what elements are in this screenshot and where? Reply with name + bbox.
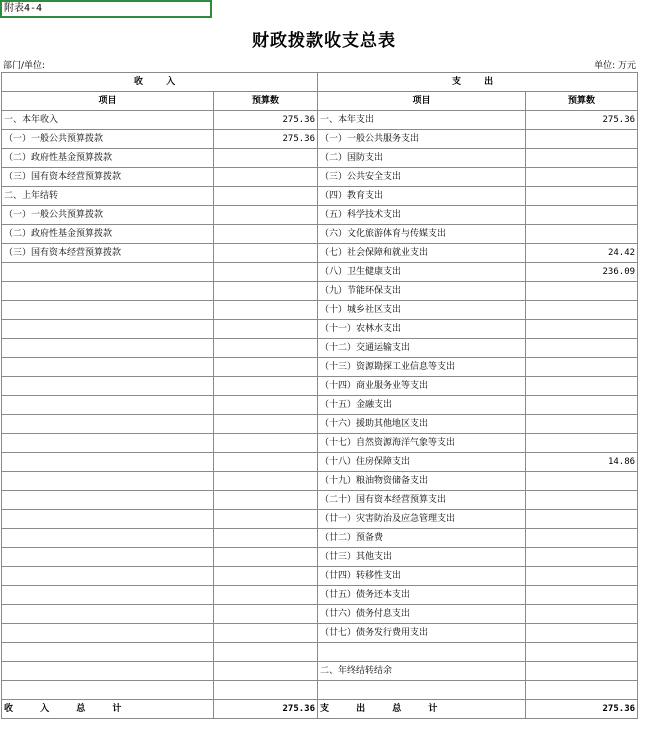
income-item-cell[interactable]: （三）国有资本经营预算拨款 xyxy=(2,244,214,263)
expense-value-cell[interactable] xyxy=(526,377,638,396)
total-income-value[interactable]: 275.36 xyxy=(214,700,318,719)
unit-label: 单位: 万元 xyxy=(594,61,636,71)
expense-section-header[interactable]: 支 出 xyxy=(318,73,638,92)
income-item-cell[interactable] xyxy=(2,567,214,586)
income-item-cell[interactable] xyxy=(2,396,214,415)
section-header-row xyxy=(2,73,638,92)
income-value-cell[interactable] xyxy=(214,643,318,662)
expense-budget-header[interactable]: 预算数 xyxy=(526,92,638,111)
total-expense-value[interactable]: 275.36 xyxy=(526,700,638,719)
income-value-cell[interactable] xyxy=(214,434,318,453)
table-row xyxy=(2,187,638,206)
income-value-cell[interactable] xyxy=(214,415,318,434)
income-item-cell[interactable] xyxy=(2,282,214,301)
income-value-cell[interactable] xyxy=(214,453,318,472)
income-item-cell[interactable] xyxy=(2,624,214,643)
expense-value-cell[interactable] xyxy=(526,643,638,662)
table-row xyxy=(2,358,638,377)
income-item-cell[interactable] xyxy=(2,453,214,472)
income-value-cell[interactable] xyxy=(214,149,318,168)
income-item-header[interactable]: 项目 xyxy=(2,92,214,111)
income-value-cell[interactable] xyxy=(214,586,318,605)
income-value-cell[interactable]: 275.36 xyxy=(214,111,318,130)
income-item-cell[interactable]: （二）政府性基金预算拨款 xyxy=(2,149,214,168)
income-item-cell[interactable] xyxy=(2,415,214,434)
income-value-cell[interactable] xyxy=(214,320,318,339)
expense-value-cell[interactable] xyxy=(526,529,638,548)
expense-item-cell[interactable]: （廿三）其他支出 xyxy=(318,548,526,567)
expense-value-cell[interactable] xyxy=(526,434,638,453)
income-value-cell[interactable] xyxy=(214,548,318,567)
income-value-cell[interactable] xyxy=(214,206,318,225)
expense-value-cell[interactable] xyxy=(526,149,638,168)
expense-item-cell[interactable]: （十七）自然资源海洋气象等支出 xyxy=(318,434,526,453)
expense-item-header[interactable]: 项目 xyxy=(318,92,526,111)
expense-value-cell[interactable] xyxy=(526,681,638,700)
expense-item-cell[interactable]: （廿六）债务付息支出 xyxy=(318,605,526,624)
table-row xyxy=(2,377,638,396)
income-value-cell[interactable] xyxy=(214,529,318,548)
table-row xyxy=(2,301,638,320)
expense-value-cell[interactable] xyxy=(526,168,638,187)
table-row xyxy=(2,339,638,358)
income-value-cell[interactable] xyxy=(214,187,318,206)
income-item-cell[interactable] xyxy=(2,491,214,510)
expense-item-cell[interactable]: （六）文化旅游体育与传媒支出 xyxy=(318,225,526,244)
income-item-cell[interactable] xyxy=(2,339,214,358)
table-row xyxy=(2,472,638,491)
expense-value-cell[interactable] xyxy=(526,415,638,434)
income-item-cell[interactable] xyxy=(2,643,214,662)
expense-value-cell[interactable] xyxy=(526,472,638,491)
expense-item-cell[interactable]: （十四）商业服务业等支出 xyxy=(318,377,526,396)
table-row xyxy=(2,567,638,586)
expense-item-cell[interactable]: （廿一）灾害防治及应急管理支出 xyxy=(318,510,526,529)
expense-item-cell[interactable]: （四）教育支出 xyxy=(318,187,526,206)
table-row xyxy=(2,415,638,434)
income-value-cell[interactable] xyxy=(214,491,318,510)
total-row xyxy=(2,700,638,719)
expense-item-cell[interactable]: （十八）住房保障支出 xyxy=(318,453,526,472)
expense-item-cell[interactable]: 二、年终结转结余 xyxy=(318,662,526,681)
income-item-cell[interactable]: （一）一般公共预算拨款 xyxy=(2,130,214,149)
budget-table xyxy=(1,72,638,719)
income-value-cell[interactable] xyxy=(214,567,318,586)
expense-value-cell[interactable] xyxy=(526,187,638,206)
income-item-cell[interactable] xyxy=(2,662,214,681)
table-row xyxy=(2,529,638,548)
expense-item-cell[interactable]: （八）卫生健康支出 xyxy=(318,263,526,282)
expense-item-cell[interactable]: （十一）农林水支出 xyxy=(318,320,526,339)
expense-value-cell[interactable] xyxy=(526,358,638,377)
expense-item-cell[interactable]: （五）科学技术支出 xyxy=(318,206,526,225)
income-item-cell[interactable] xyxy=(2,529,214,548)
table-row xyxy=(2,681,638,700)
expense-item-cell[interactable]: （二）国防支出 xyxy=(318,149,526,168)
expense-value-cell[interactable] xyxy=(526,624,638,643)
income-item-cell[interactable]: （二）政府性基金预算拨款 xyxy=(2,225,214,244)
income-value-cell[interactable] xyxy=(214,168,318,187)
expense-value-cell[interactable] xyxy=(526,301,638,320)
expense-item-cell[interactable]: （十五）金融支出 xyxy=(318,396,526,415)
income-value-cell[interactable] xyxy=(214,282,318,301)
expense-item-cell[interactable]: （十二）交通运输支出 xyxy=(318,339,526,358)
table-row xyxy=(2,282,638,301)
income-item-cell[interactable]: （一）一般公共预算拨款 xyxy=(2,206,214,225)
table-row xyxy=(2,624,638,643)
income-item-cell[interactable] xyxy=(2,605,214,624)
total-expense-label[interactable]: 支 出 总 计 xyxy=(318,700,526,719)
column-header-row xyxy=(2,92,638,111)
income-value-cell[interactable] xyxy=(214,301,318,320)
expense-value-cell[interactable] xyxy=(526,605,638,624)
table-row xyxy=(2,491,638,510)
expense-value-cell[interactable] xyxy=(526,586,638,605)
expense-item-cell[interactable]: （十三）资源勘探工业信息等支出 xyxy=(318,358,526,377)
expense-item-cell[interactable]: 一、本年支出 xyxy=(318,111,526,130)
expense-value-cell[interactable] xyxy=(526,320,638,339)
table-row xyxy=(2,225,638,244)
table-row xyxy=(2,605,638,624)
expense-item-cell[interactable] xyxy=(318,681,526,700)
income-item-cell[interactable]: （三）国有资本经营预算拨款 xyxy=(2,168,214,187)
table-row xyxy=(2,168,638,187)
table-row xyxy=(2,320,638,339)
expense-item-cell[interactable] xyxy=(318,643,526,662)
expense-value-cell[interactable] xyxy=(526,548,638,567)
table-row xyxy=(2,434,638,453)
income-item-cell[interactable] xyxy=(2,263,214,282)
table-row xyxy=(2,586,638,605)
page-title: 财政拨款收支总表 xyxy=(252,31,396,51)
table-row xyxy=(2,662,638,681)
table-row xyxy=(2,396,638,415)
income-item-cell[interactable]: 一、本年收入 xyxy=(2,111,214,130)
table-row xyxy=(2,643,638,662)
expense-value-cell[interactable] xyxy=(526,282,638,301)
income-item-cell[interactable] xyxy=(2,472,214,491)
table-row xyxy=(2,111,638,130)
expense-item-cell[interactable]: （廿七）债务发行费用支出 xyxy=(318,624,526,643)
expense-item-cell[interactable]: （三）公共安全支出 xyxy=(318,168,526,187)
table-row xyxy=(2,453,638,472)
expense-item-cell[interactable]: （十）城乡社区支出 xyxy=(318,301,526,320)
expense-value-cell[interactable] xyxy=(526,225,638,244)
expense-item-cell[interactable]: （廿五）债务还本支出 xyxy=(318,586,526,605)
income-value-cell[interactable] xyxy=(214,624,318,643)
income-value-cell[interactable] xyxy=(214,662,318,681)
income-item-cell[interactable] xyxy=(2,510,214,529)
department-label: 部门/单位: xyxy=(3,61,46,71)
expense-value-cell[interactable] xyxy=(526,130,638,149)
income-value-cell[interactable] xyxy=(214,263,318,282)
expense-value-cell[interactable] xyxy=(526,206,638,225)
expense-item-cell[interactable]: （十六）援助其他地区支出 xyxy=(318,415,526,434)
expense-value-cell[interactable] xyxy=(526,396,638,415)
income-item-cell[interactable] xyxy=(2,320,214,339)
income-item-cell[interactable] xyxy=(2,548,214,567)
table-row xyxy=(2,206,638,225)
expense-value-cell[interactable]: 24.42 xyxy=(526,244,638,263)
income-item-cell[interactable] xyxy=(2,434,214,453)
income-item-cell[interactable] xyxy=(2,681,214,700)
expense-item-cell[interactable]: （一）一般公共服务支出 xyxy=(318,130,526,149)
income-value-cell[interactable] xyxy=(214,681,318,700)
expense-value-cell[interactable] xyxy=(526,662,638,681)
income-value-cell[interactable] xyxy=(214,225,318,244)
expense-item-cell[interactable]: （十九）粮油物资储备支出 xyxy=(318,472,526,491)
expense-value-cell[interactable]: 236.09 xyxy=(526,263,638,282)
expense-value-cell[interactable] xyxy=(526,567,638,586)
expense-value-cell[interactable] xyxy=(526,339,638,358)
expense-value-cell[interactable] xyxy=(526,510,638,529)
income-value-cell[interactable] xyxy=(214,510,318,529)
table-row xyxy=(2,130,638,149)
income-value-cell[interactable] xyxy=(214,358,318,377)
expense-item-cell[interactable]: （七）社会保障和就业支出 xyxy=(318,244,526,263)
income-value-cell[interactable] xyxy=(214,605,318,624)
table-row xyxy=(2,263,638,282)
expense-item-cell[interactable]: （廿四）转移性支出 xyxy=(318,567,526,586)
income-value-cell[interactable] xyxy=(214,244,318,263)
income-item-cell[interactable] xyxy=(2,301,214,320)
table-row xyxy=(2,510,638,529)
income-value-cell[interactable]: 275.36 xyxy=(214,130,318,149)
expense-value-cell[interactable]: 14.86 xyxy=(526,453,638,472)
expense-item-cell[interactable]: （二十）国有资本经营预算支出 xyxy=(318,491,526,510)
expense-value-cell[interactable]: 275.36 xyxy=(526,111,638,130)
income-value-cell[interactable] xyxy=(214,377,318,396)
income-item-cell[interactable]: 二、上年结转 xyxy=(2,187,214,206)
income-item-cell[interactable] xyxy=(2,358,214,377)
income-value-cell[interactable] xyxy=(214,472,318,491)
income-item-cell[interactable] xyxy=(2,586,214,605)
table-row xyxy=(2,244,638,263)
expense-item-cell[interactable]: （九）节能环保支出 xyxy=(318,282,526,301)
income-item-cell[interactable] xyxy=(2,377,214,396)
income-value-cell[interactable] xyxy=(214,339,318,358)
income-budget-header[interactable]: 预算数 xyxy=(214,92,318,111)
expense-item-cell[interactable]: （廿二）预备费 xyxy=(318,529,526,548)
table-row xyxy=(2,149,638,168)
expense-value-cell[interactable] xyxy=(526,491,638,510)
income-value-cell[interactable] xyxy=(214,396,318,415)
table-row xyxy=(2,548,638,567)
total-income-label[interactable]: 收 入 总 计 xyxy=(2,700,214,719)
active-cell-reference[interactable]: 附表4-4 xyxy=(0,0,212,18)
income-section-header[interactable]: 收 入 xyxy=(2,73,318,92)
